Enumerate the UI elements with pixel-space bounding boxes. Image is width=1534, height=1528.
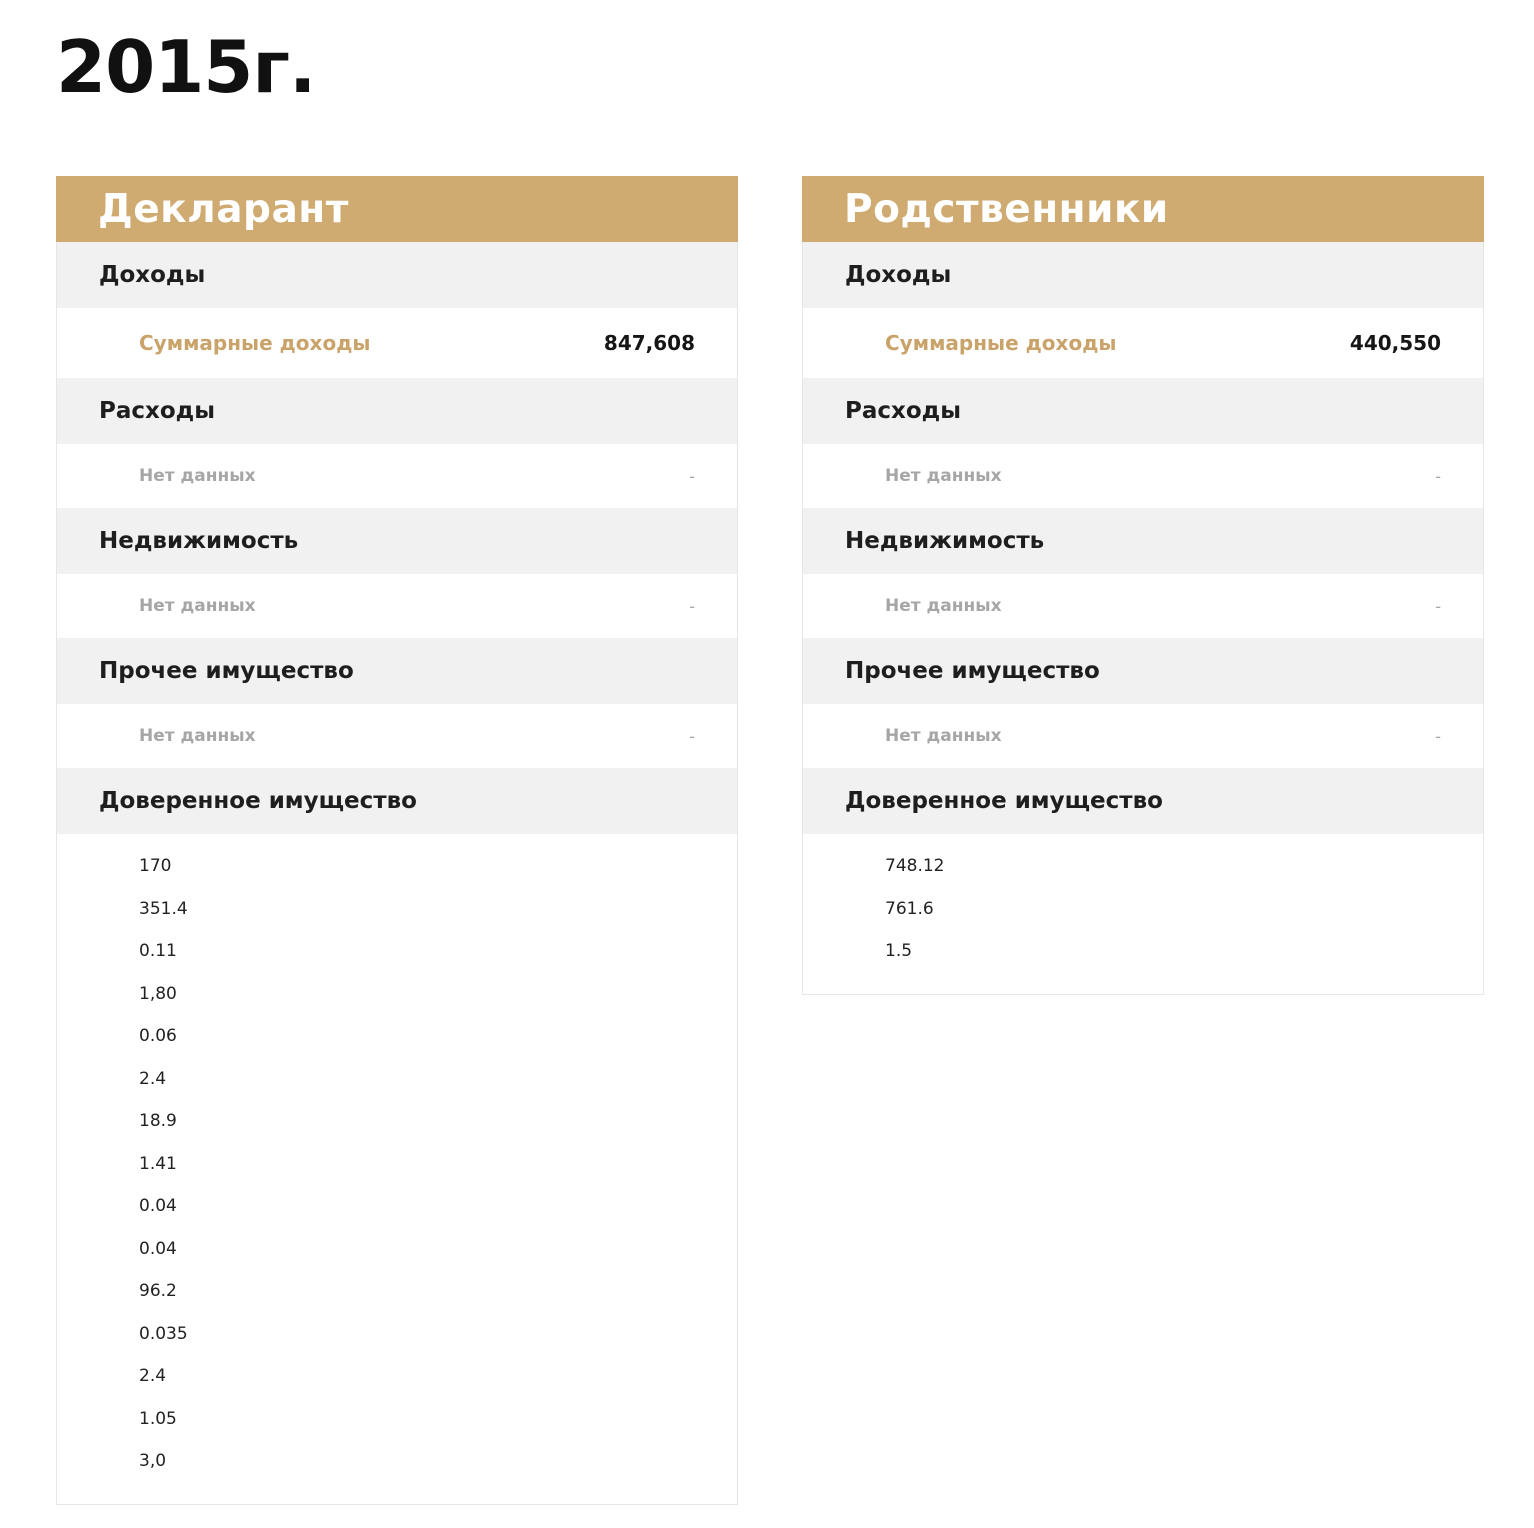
list-item: 351.4 (139, 898, 188, 919)
income-heading: Доходы (57, 242, 737, 308)
list-item: 2.4 (139, 1366, 167, 1386)
declarant-panel (56, 176, 738, 1505)
relatives-title: Родственники (844, 187, 1169, 232)
income-total-value: 440,550 (1349, 331, 1441, 355)
income-total-row (803, 308, 1483, 378)
list-item: 1.05 (139, 1408, 177, 1429)
trust-property-list (803, 834, 1483, 994)
other-property-label: Нет данных (885, 726, 1002, 746)
expenses-heading: Расходы (803, 378, 1483, 444)
expenses-label: Нет данных (139, 466, 256, 486)
list-item: 0.06 (139, 1026, 177, 1046)
trust-property-list (57, 834, 737, 1504)
declarant-title: Декларант (98, 187, 349, 232)
realty-heading: Недвижимость (57, 508, 737, 574)
income-heading: Доходы (803, 242, 1483, 308)
list-item: 748.12 (885, 856, 945, 876)
page-title: 2015г. (56, 25, 316, 109)
income-total-label: Суммарные доходы (885, 331, 1117, 355)
expenses-label: Нет данных (885, 466, 1002, 486)
list-item: 170 (139, 856, 172, 876)
other-property-heading: Прочее имущество (803, 638, 1483, 704)
list-item: 0.11 (139, 941, 177, 961)
list-item: 761.6 (885, 898, 934, 919)
list-item: 96.2 (139, 1281, 177, 1301)
expenses-row (803, 444, 1483, 508)
other-property-row (803, 704, 1483, 768)
list-item: 0.035 (139, 1323, 188, 1344)
list-item: 0.04 (139, 1196, 177, 1216)
other-property-value: - (1435, 726, 1441, 746)
declarant-header (56, 176, 738, 242)
list-item: 1.41 (139, 1153, 177, 1174)
realty-label: Нет данных (139, 596, 256, 616)
realty-heading: Недвижимость (803, 508, 1483, 574)
realty-label: Нет данных (885, 596, 1002, 616)
income-total-label: Суммарные доходы (139, 331, 371, 355)
expenses-value: - (689, 466, 695, 486)
realty-row (803, 574, 1483, 638)
other-property-label: Нет данных (139, 726, 256, 746)
expenses-heading: Расходы (57, 378, 737, 444)
list-item: 1.5 (885, 941, 913, 961)
other-property-row (57, 704, 737, 768)
realty-value: - (689, 596, 695, 616)
list-item: 3,0 (139, 1451, 167, 1471)
relatives-panel (802, 176, 1484, 995)
list-item: 0.04 (139, 1238, 177, 1259)
trust-property-heading: Доверенное имущество (57, 768, 737, 834)
other-property-value: - (689, 726, 695, 746)
other-property-heading: Прочее имущество (57, 638, 737, 704)
trust-property-heading: Доверенное имущество (803, 768, 1483, 834)
relatives-header (802, 176, 1484, 242)
expenses-value: - (1435, 466, 1441, 486)
list-item: 18.9 (139, 1111, 177, 1131)
list-item: 1,80 (139, 983, 177, 1004)
list-item: 2.4 (139, 1068, 167, 1089)
expenses-row (57, 444, 737, 508)
realty-value: - (1435, 596, 1441, 616)
income-total-value: 847,608 (603, 331, 695, 355)
realty-row (57, 574, 737, 638)
income-total-row (57, 308, 737, 378)
